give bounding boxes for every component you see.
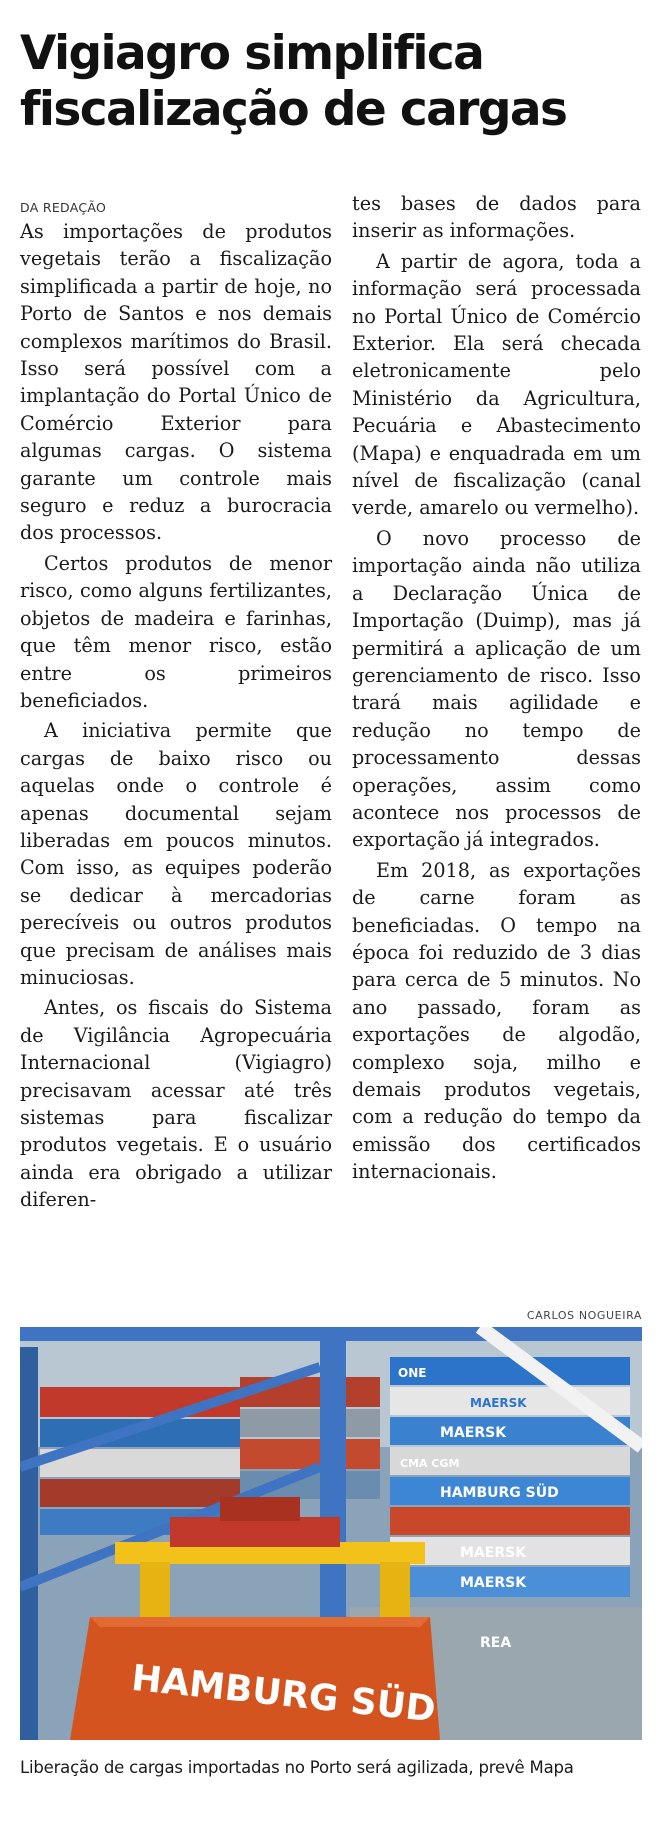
photo-credit: CARLOS NOGUEIRA [526, 1309, 642, 1322]
paragraph: O novo processo de importação ainda não utiliza a Declaração Única de Importação (Duimp), mas já permitirá a aplicação de um gerenciamento de risco. Isso trará mais agilidade e redução no tempo de processamento dessas operações, assim como acontece nos processos de exportação já integrados. [352, 526, 641, 852]
container-label: MAERSK [440, 1425, 507, 1441]
article-column-right [352, 190, 641, 1189]
container-label: REA [480, 1635, 512, 1651]
photo-caption: Liberação de cargas importadas no Porto será agilizada, prevê Mapa [20, 1758, 574, 1777]
container-label: CMA CGM [400, 1457, 460, 1470]
paragraph: A partir de agora, toda a informação será processada no Portal Único de Comércio Exterior. Ela será checada eletronicamente pelo Ministério da Agricultura, Pecuária e Abastecimento (Mapa) e enquadrada em um nível de fiscalização (canal verde, amarelo ou vermelho). [352, 249, 641, 520]
headline-line-2: fiscalização de cargas [20, 82, 567, 137]
article-column-left [20, 218, 332, 1217]
container-label: ONE [398, 1366, 427, 1380]
paragraph: A iniciativa permite que cargas de baixo risco ou aquelas onde o controle é apenas documental sejam liberadas em poucos minutos. Com isso, as equipes poderão se dedicar à mercadorias perecíveis ou outros produtos que precisam de análises mais minuciosas. [20, 719, 332, 989]
paragraph: Certos produtos de menor risco, como alguns fertilizantes, objetos de madeira e farinhas, que têm menor risco, estão entre os primeiros beneficiados. [20, 551, 332, 712]
container-label: MAERSK [470, 1396, 527, 1410]
byline: DA REDAÇÃO [20, 200, 107, 215]
headline [20, 26, 650, 138]
paragraph: As importações de produtos vegetais terão a fiscalização simplificada a partir de hoje, no Porto de Santos e nos demais complexos marítimos do Brasil. Isso será possível com a implantação do Portal Único de Comércio Exterior para algumas cargas. O sistema garante um controle mais seguro e reduz a burocracia dos processos. [20, 220, 332, 545]
container-label: HAMBURG SÜD [440, 1485, 559, 1501]
hamburg-sud-container [70, 1617, 440, 1740]
port-cargo-photo [20, 1327, 642, 1740]
paragraph: Antes, os fiscais do Sistema de Vigilância Agropecuária Internacional (Vigiagro) precisavam acessar até três sistemas para fiscalizar produtos vegetais. E o usuário ainda era obrigado a utilizar diferen- [20, 996, 332, 1212]
container-label: HAMBURG SÜD [129, 1657, 438, 1731]
paragraph: Em 2018, as exportações de carne foram as beneficiadas. O tempo na época foi reduzido de 3 dias para cerca de 5 minutos. No ano passado, foram as exportações de algodão, complexo soja, milho e demais produtos vegetais, com a redução do tempo da emissão dos certificados internacionais. [352, 858, 641, 1184]
headline-line-1: Vigiagro simplifica [20, 26, 484, 81]
container-label: MAERSK [460, 1545, 527, 1561]
container-label: MAERSK [460, 1575, 527, 1591]
paragraph: tes bases de dados para inserir as informações. [352, 192, 641, 243]
